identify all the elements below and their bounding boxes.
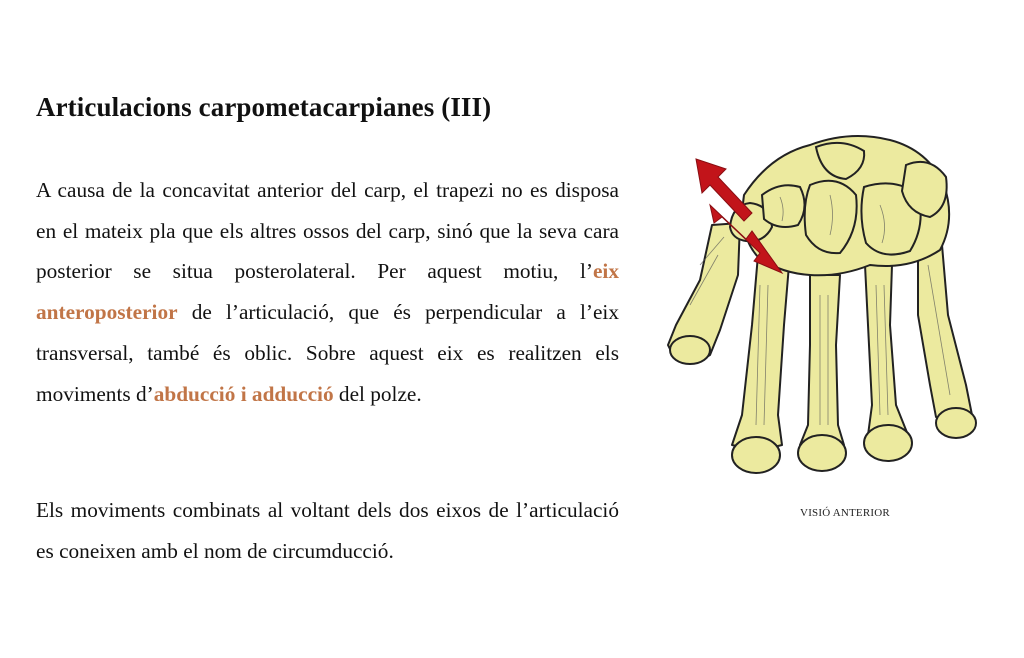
text-segment: A causa de la concavitat anterior del carp, el trapezi no es disposa en el mateix pla que els altres ossos del carp, sinó que la seva cara posterior se situa posterolateral. Per aquest motiu, l’ bbox=[36, 178, 619, 284]
page-title: Articulacions carpometacarpianes (III) bbox=[36, 92, 492, 122]
ring-head bbox=[864, 425, 912, 461]
abduction-arrow-icon bbox=[696, 159, 752, 221]
text-segment: del polze. bbox=[333, 381, 422, 406]
little-head bbox=[936, 408, 976, 438]
middle-head bbox=[798, 435, 846, 471]
index-metacarpal bbox=[732, 253, 790, 451]
highlight-abduction-adduction: abducció i adducció bbox=[153, 381, 334, 406]
middle-metacarpal bbox=[800, 275, 844, 451]
paragraph-axis bbox=[36, 170, 619, 414]
thumb-head bbox=[670, 336, 710, 364]
hand-bones-illustration bbox=[660, 125, 980, 485]
text-segment: de l’articulació, que és perpendicular a l’eix transversal, també és oblic. Sobre aquest eix es realitzen els moviments d’ bbox=[36, 300, 619, 406]
little-metacarpal bbox=[918, 243, 972, 425]
carpal-trapezoid bbox=[762, 185, 805, 227]
figure-caption: VISIÓ ANTERIOR bbox=[800, 507, 890, 519]
highlight-anteroposterior-axis: eix anteroposterior bbox=[36, 259, 619, 325]
index-head bbox=[732, 437, 780, 473]
paragraph-circumduction: Els moviments combinats al voltant dels dos eixos de l’articulació es coneixen amb el nom de circumducció. bbox=[36, 498, 619, 563]
